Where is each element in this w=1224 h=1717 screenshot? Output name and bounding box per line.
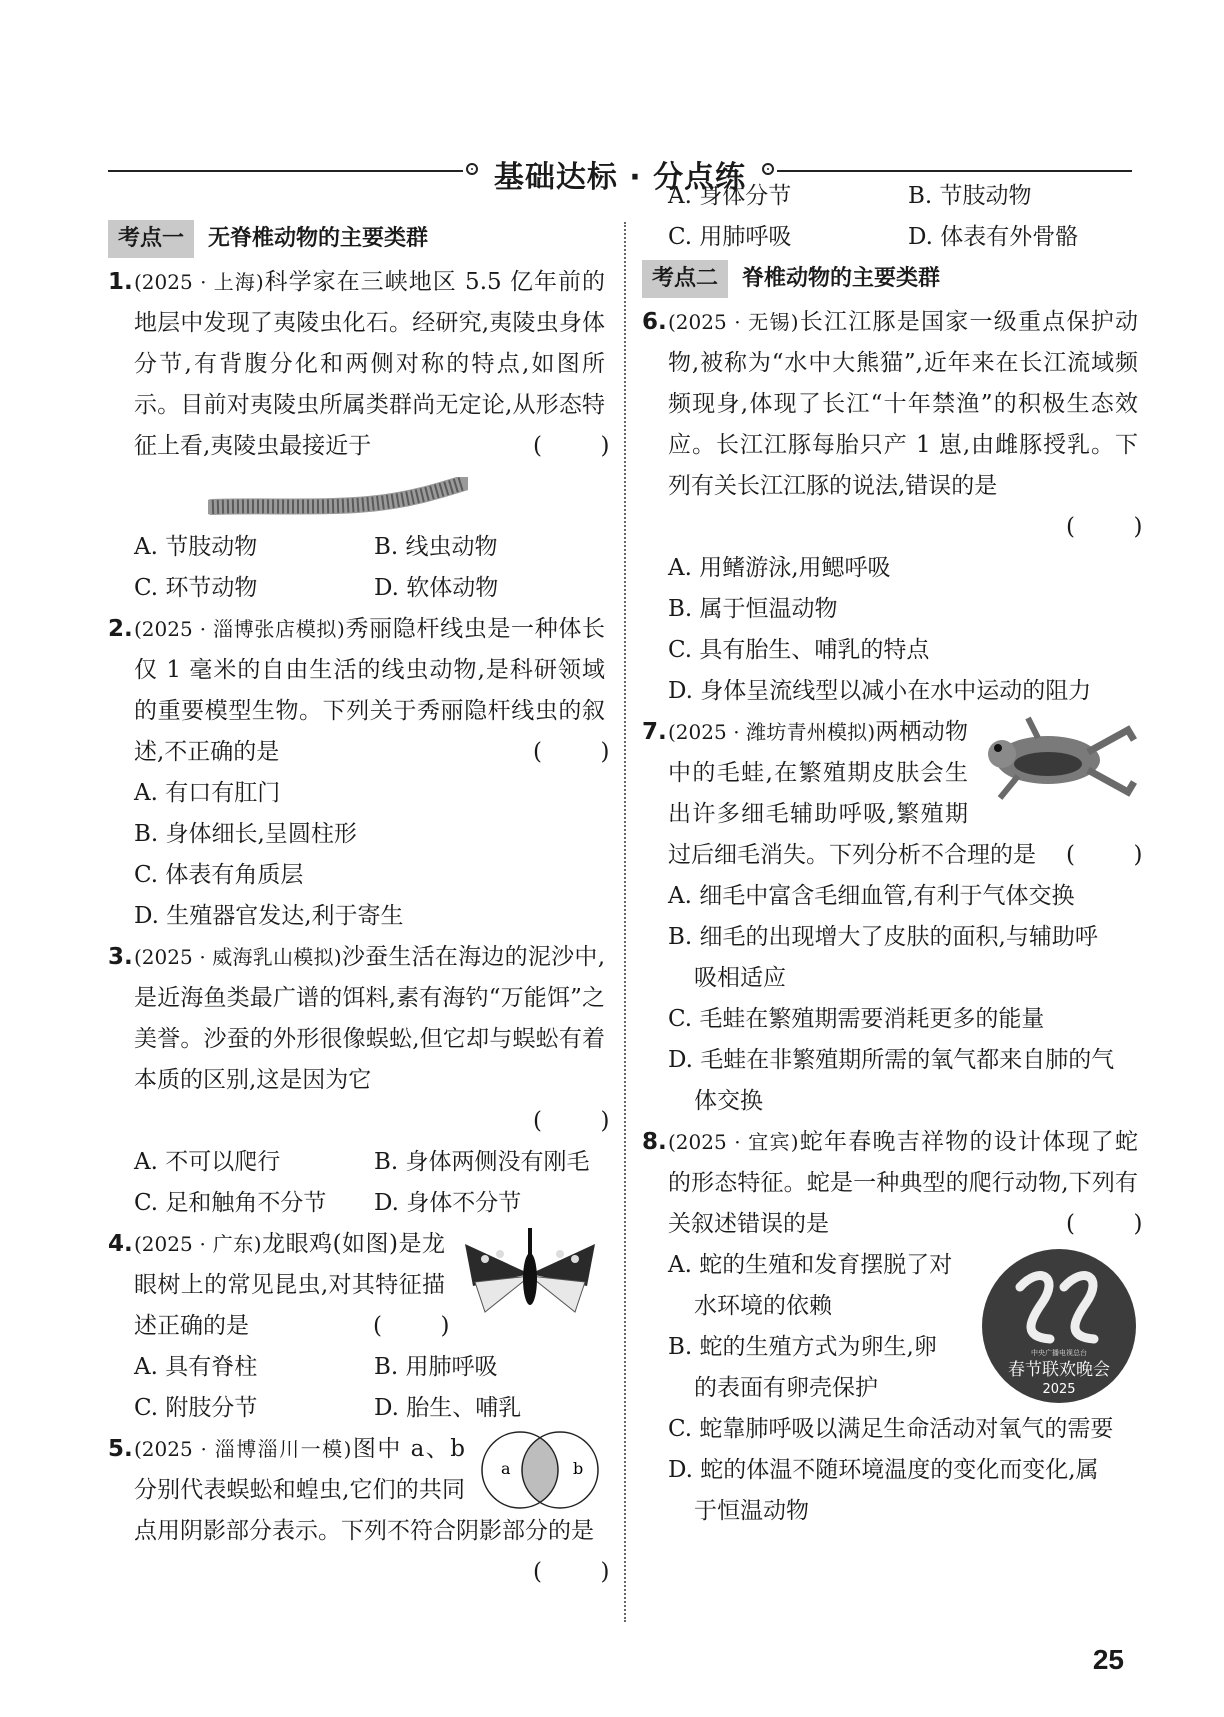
option-b[interactable]: B. 节肢动物 <box>908 183 1032 209</box>
option-b[interactable]: B. 蛇的生殖方式为卵生,卵 <box>668 1334 937 1360</box>
option-a[interactable]: A. 有口有肛门 <box>134 780 281 806</box>
question-source: (2025 · 无锡) <box>668 310 799 334</box>
spring-festival-gala-logo <box>980 1247 1138 1405</box>
options-q6 <box>642 548 1138 712</box>
question-source: (2025 · 广东) <box>134 1232 262 1256</box>
answer-blank[interactable] <box>373 1306 445 1347</box>
section-title: 脊椎动物的主要类群 <box>742 266 941 291</box>
option-a[interactable]: A. 蛇的生殖和发育摆脱了对 <box>668 1252 953 1278</box>
right-column <box>642 176 1138 1532</box>
question-1 <box>108 262 605 467</box>
question-text: 两栖动物中的毛蛙,在繁殖期皮肤会生出许多细毛辅助呼吸,繁殖期过后细毛消失。下列分析不合理的是 <box>668 719 1036 868</box>
option-c[interactable]: C. 蛇靠肺呼吸以满足生命活动对氧气的需要 <box>668 1416 1114 1442</box>
question-5 <box>108 1429 605 1552</box>
column-divider <box>624 222 626 1622</box>
options-q3 <box>108 1142 605 1224</box>
question-6 <box>642 302 1138 548</box>
section-heading-1 <box>108 220 605 258</box>
option-d[interactable]: D. 毛蛙在非繁殖期所需的氧气都来自肺的气 <box>668 1047 1115 1073</box>
option-d-continued: 于恒温动物 <box>694 1498 809 1524</box>
answer-blank[interactable] <box>1066 507 1138 548</box>
option-d-continued: 体交换 <box>694 1088 763 1114</box>
logo-year-text: 2025 <box>1042 1382 1076 1397</box>
option-a[interactable]: A. 具有脊柱 <box>134 1354 258 1380</box>
question-2 <box>108 609 605 773</box>
option-c[interactable]: C. 足和触角不分节 <box>134 1190 327 1216</box>
question-number: 4. <box>108 1231 133 1257</box>
answer-blank[interactable] <box>533 1101 605 1142</box>
question-text: 秀丽隐杆线虫是一种体长仅 1 毫米的自由生活的线虫动物,是科研领域的重要模型生物。下列关于秀丽隐杆线虫的叙述,不正确的是 <box>134 616 606 765</box>
question-number: 1. <box>108 269 133 295</box>
question-text: 图中 a、b 分别代表蜈蚣和蝗虫,它们的共同点用阴影部分表示。下列不符合阴影部分的是 <box>134 1436 594 1544</box>
question-3 <box>108 937 605 1142</box>
answer-blank[interactable] <box>1066 835 1138 876</box>
option-d[interactable]: D. 身体不分节 <box>374 1190 522 1216</box>
option-d[interactable]: D. 身体呈流线型以减小在水中运动的阻力 <box>668 678 1092 704</box>
option-b[interactable]: B. 用肺呼吸 <box>374 1354 498 1380</box>
logo-main-text: 春节联欢晚会 <box>1008 1360 1110 1380</box>
options-q8 <box>642 1245 1138 1532</box>
option-d[interactable]: D. 胎生、哺乳 <box>374 1395 522 1421</box>
question-8 <box>642 1122 1138 1245</box>
question-text: 龙眼鸡(如图)是龙眼树上的常见昆虫,对其特征描述正确的是 <box>134 1231 446 1339</box>
question-number: 5. <box>108 1436 133 1462</box>
option-b[interactable]: B. 身体细长,呈圆柱形 <box>134 821 357 847</box>
option-a[interactable]: A. 细毛中富含毛细血管,有利于气体交换 <box>668 883 1075 909</box>
question-text: 蛇年春晚吉祥物的设计体现了蛇的形态特征。蛇是一种典型的爬行动物,下列有关叙述错误的是 <box>668 1129 1139 1237</box>
option-b[interactable]: B. 属于恒温动物 <box>668 596 838 622</box>
question-source: (2025 · 宜宾) <box>668 1130 799 1154</box>
option-a[interactable]: A. 用鳍游泳,用鳃呼吸 <box>668 555 891 581</box>
option-c[interactable]: C. 用肺呼吸 <box>668 224 792 250</box>
option-a[interactable]: A. 节肢动物 <box>134 534 258 560</box>
option-c[interactable]: C. 附肢分节 <box>134 1395 258 1421</box>
question-number: 6. <box>642 309 667 335</box>
options-q7 <box>642 876 1138 1122</box>
option-a[interactable]: A. 不可以爬行 <box>134 1149 281 1175</box>
question-4 <box>108 1224 605 1347</box>
section-title: 无脊椎动物的主要类群 <box>208 226 429 251</box>
left-column <box>108 218 605 1593</box>
options-q4 <box>108 1347 605 1429</box>
option-c[interactable]: C. 具有胎生、哺乳的特点 <box>668 637 930 663</box>
venn-label-a: a <box>501 1459 511 1478</box>
banner-title: 基础达标 · 分点练 <box>493 160 747 195</box>
option-c[interactable]: C. 毛蛙在繁殖期需要消耗更多的能量 <box>668 1006 1045 1032</box>
question-number: 8. <box>642 1129 667 1155</box>
answer-blank[interactable] <box>533 732 605 773</box>
banner-rule-right <box>777 170 1132 172</box>
question-source: (2025 · 淄博张店模拟) <box>134 617 345 641</box>
options-q1 <box>108 527 605 609</box>
option-b[interactable]: B. 细毛的出现增大了皮肤的面积,与辅助呼 <box>668 924 1098 950</box>
option-c[interactable]: C. 体表有角质层 <box>134 862 304 888</box>
question-source: (2025 · 潍坊青州模拟) <box>668 720 876 744</box>
option-d[interactable]: D. 体表有外骨骼 <box>908 224 1079 250</box>
lanternfly-insect-image <box>455 1224 605 1324</box>
page-number: 25 <box>1092 1644 1124 1675</box>
option-d[interactable]: D. 软体动物 <box>374 575 499 601</box>
logo-top-text: 中央广播电视总台 <box>1031 1349 1087 1357</box>
question-7 <box>642 712 1138 876</box>
yiling-worm-fossil-image <box>208 477 468 521</box>
banner-bullet-right-icon <box>762 163 774 175</box>
answer-blank[interactable] <box>533 1552 605 1593</box>
option-b[interactable]: B. 身体两侧没有刚毛 <box>374 1149 590 1175</box>
question-number: 3. <box>108 944 133 970</box>
option-b-continued: 的表面有卵壳保护 <box>694 1375 878 1401</box>
question-text: 科学家在三峡地区 5.5 亿年前的地层中发现了夷陵虫化石。经研究,夷陵虫身体分节,有背腹分化和两侧对称的特点,如图所示。目前对夷陵虫所属类群尚无定论,从形态特征上看,夷陵虫最接近于 <box>134 269 605 459</box>
hairy-frog-image <box>978 712 1138 804</box>
answer-blank[interactable] <box>533 426 605 467</box>
question-source: (2025 · 威海乳山模拟) <box>134 945 342 969</box>
option-a[interactable]: A. 身体分节 <box>668 183 792 209</box>
question-number: 7. <box>642 719 667 745</box>
option-d[interactable]: D. 蛇的体温不随环境温度的变化而变化,属 <box>668 1457 1099 1483</box>
section-tag: 考点一 <box>108 220 194 258</box>
question-text: 长江江豚是国家一级重点保护动物,被称为“水中大熊猫”,近年来在长江流域频频现身,体现了长江“十年禁渔”的积极生态效应。长江江豚每胎只产 1 崽,由雌豚授乳。下列有关长江江豚的说法,错误的是 <box>668 309 1139 499</box>
question-source: (2025 · 淄博淄川一模) <box>134 1437 352 1461</box>
option-d[interactable]: D. 生殖器官发达,利于寄生 <box>134 903 404 929</box>
venn-diagram <box>475 1429 605 1511</box>
option-b[interactable]: B. 线虫动物 <box>374 534 498 560</box>
options-q5 <box>642 176 1138 258</box>
section-tag: 考点二 <box>642 260 728 298</box>
answer-blank[interactable] <box>1066 1204 1138 1245</box>
question-text: 沙蚕生活在海边的泥沙中,是近海鱼类最广谱的饵料,素有海钓“万能饵”之美誉。沙蚕的外形很像蜈蚣,但它却与蜈蚣有着本质的区别,这是因为它 <box>134 944 606 1093</box>
option-c[interactable]: C. 环节动物 <box>134 575 258 601</box>
venn-label-b: b <box>573 1459 584 1478</box>
question-source: (2025 · 上海) <box>134 270 264 294</box>
options-q2 <box>108 773 605 937</box>
option-a-continued: 水环境的依赖 <box>694 1293 832 1319</box>
section-heading-2 <box>642 260 1138 298</box>
option-b-continued: 吸相适应 <box>694 965 786 991</box>
question-number: 2. <box>108 616 133 642</box>
